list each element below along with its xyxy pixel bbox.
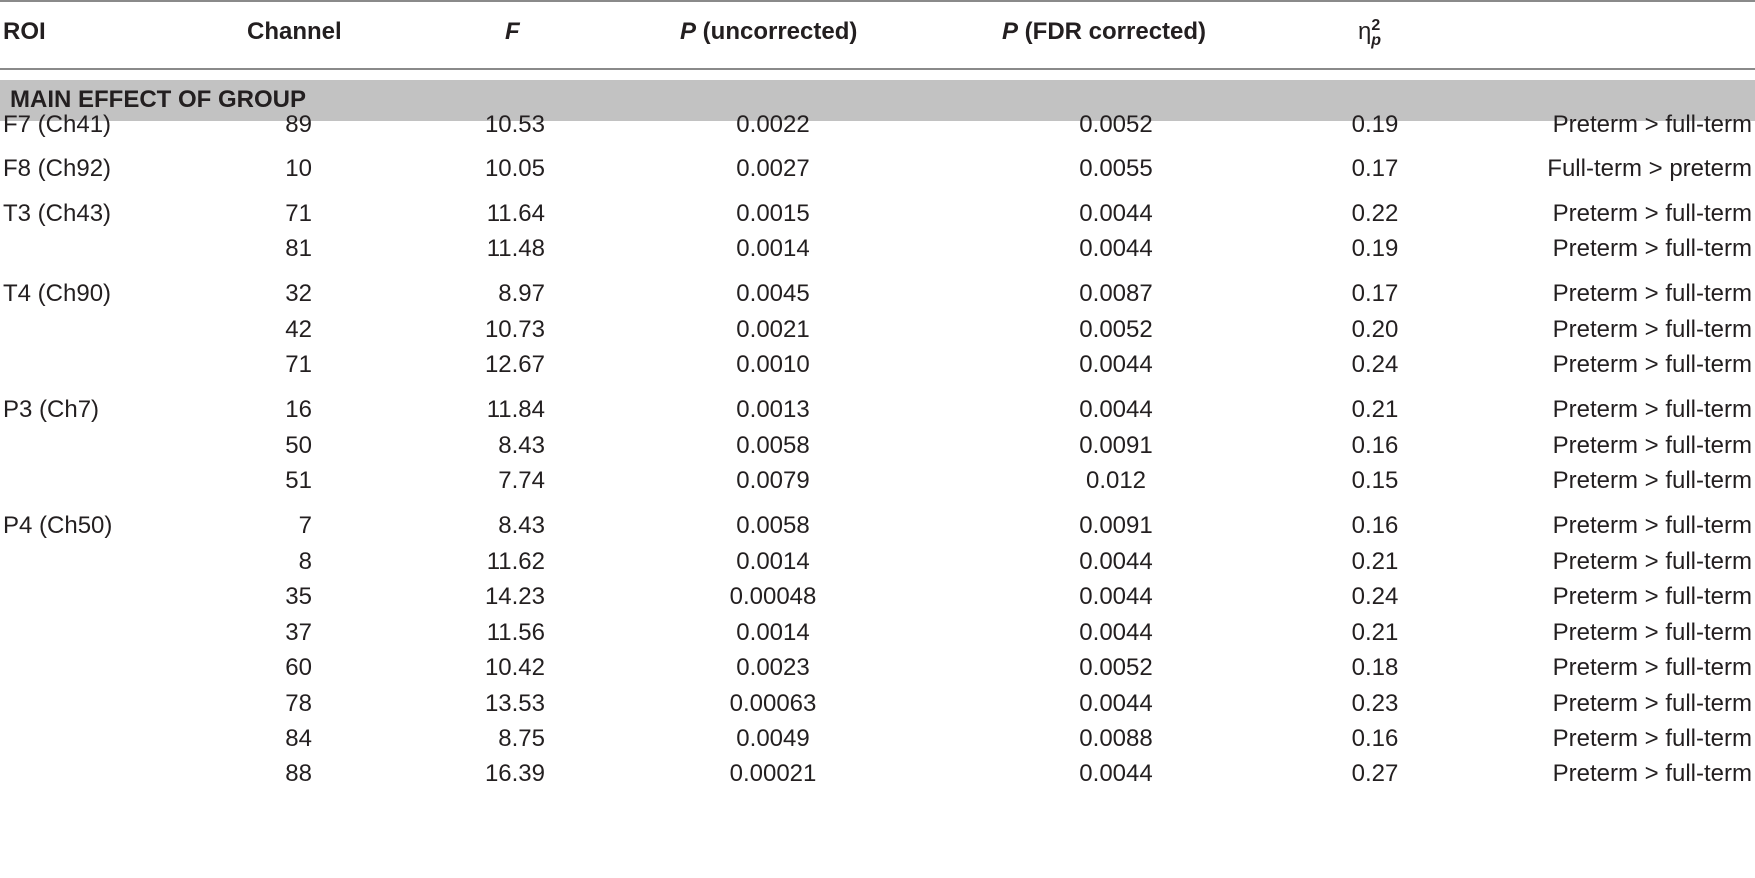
f-value-cell: 8.43 (498, 512, 545, 539)
f-value-cell: 8.43 (498, 432, 545, 459)
f-value-cell: 11.56 (486, 619, 545, 646)
channel-cell: 50 (285, 432, 312, 459)
p-fdr-cell: 0.0091 (1079, 512, 1153, 539)
p-uncorrected-cell: 0.00021 (729, 760, 817, 787)
direction-cell: Preterm > full-term (1552, 467, 1752, 494)
eta-cell: 0.17 (1351, 155, 1399, 182)
p-uncorrected-cell: 0.0014 (736, 548, 810, 575)
channel-cell: 10 (285, 155, 312, 182)
f-value-cell: 7.74 (498, 467, 545, 494)
channel-cell: 71 (285, 351, 312, 378)
eta-cell: 0.16 (1351, 512, 1399, 539)
p-uncorrected-cell: 0.0058 (736, 432, 810, 459)
p-fdr-cell: 0.0088 (1079, 725, 1153, 752)
roi-cell: F8 (Ch92) (3, 155, 112, 182)
roi-cell: F7 (Ch41) (3, 111, 112, 138)
f-value-cell: 12.67 (484, 351, 545, 378)
eta-cell: 0.16 (1351, 432, 1399, 459)
channel-cell: 42 (285, 316, 312, 343)
p-uncorrected-cell: 0.0058 (736, 512, 810, 539)
direction-cell: Preterm > full-term (1552, 583, 1752, 610)
roi-cell: T3 (Ch43) (3, 200, 112, 227)
channel-cell: 16 (285, 396, 312, 423)
header-roi: ROI (3, 18, 46, 45)
channel-cell: 35 (285, 583, 312, 610)
p-uncorrected-cell: 0.0022 (736, 111, 810, 138)
p-uncorrected-cell: 0.0027 (736, 155, 810, 182)
header-p-fdr-italic: P (1002, 18, 1019, 45)
p-fdr-cell: 0.0044 (1079, 396, 1153, 423)
p-fdr-cell: 0.0044 (1079, 351, 1153, 378)
p-uncorrected-cell: 0.0015 (736, 200, 810, 227)
p-uncorrected-cell: 0.0010 (736, 351, 810, 378)
channel-cell: 88 (285, 760, 312, 787)
p-fdr-cell: 0.0055 (1079, 155, 1153, 182)
direction-cell: Preterm > full-term (1552, 725, 1752, 752)
direction-cell: Preterm > full-term (1552, 512, 1752, 539)
channel-cell: 81 (285, 235, 312, 262)
p-fdr-cell: 0.0087 (1079, 280, 1153, 307)
channel-cell: 84 (285, 725, 312, 752)
eta-cell: 0.23 (1351, 690, 1399, 717)
direction-cell: Preterm > full-term (1552, 396, 1752, 423)
f-value-cell: 13.53 (484, 690, 545, 717)
p-uncorrected-cell: 0.0014 (736, 619, 810, 646)
channel-cell: 60 (285, 654, 312, 681)
eta-cell: 0.17 (1351, 280, 1399, 307)
p-uncorrected-cell: 0.0079 (736, 467, 810, 494)
f-value-cell: 14.23 (484, 583, 545, 610)
f-value-cell: 8.97 (498, 280, 545, 307)
f-value-cell: 10.05 (484, 155, 545, 182)
channel-cell: 7 (298, 512, 312, 539)
header-p-uncorrected (680, 16, 857, 48)
p-uncorrected-cell: 0.0021 (736, 316, 810, 343)
direction-cell: Preterm > full-term (1552, 690, 1752, 717)
p-fdr-cell: 0.0044 (1079, 583, 1153, 610)
eta-cell: 0.19 (1351, 111, 1399, 138)
direction-cell: Preterm > full-term (1552, 432, 1752, 459)
direction-cell: Full-term > preterm (1547, 155, 1752, 182)
header-eta-sub: p (1371, 31, 1382, 49)
direction-cell: Preterm > full-term (1552, 619, 1752, 646)
direction-cell: Preterm > full-term (1552, 111, 1752, 138)
f-value-cell: 11.48 (486, 235, 545, 262)
eta-cell: 0.21 (1351, 548, 1399, 575)
channel-cell: 32 (285, 280, 312, 307)
direction-cell: Preterm > full-term (1552, 280, 1752, 307)
header-p-uncorrected-italic: P (680, 18, 697, 45)
p-fdr-cell: 0.012 (1085, 467, 1147, 494)
f-value-cell: 11.64 (486, 200, 545, 227)
header-channel: Channel (247, 18, 342, 45)
p-fdr-cell: 0.0052 (1079, 111, 1153, 138)
p-fdr-cell: 0.0091 (1079, 432, 1153, 459)
p-fdr-cell: 0.0044 (1079, 690, 1153, 717)
p-fdr-cell: 0.0044 (1079, 760, 1153, 787)
header-p-fdr (1002, 16, 1206, 48)
p-fdr-cell: 0.0044 (1079, 548, 1153, 575)
channel-cell: 8 (298, 548, 312, 575)
p-fdr-cell: 0.0044 (1079, 235, 1153, 262)
eta-cell: 0.20 (1351, 316, 1399, 343)
f-value-cell: 11.62 (486, 548, 545, 575)
roi-cell: P3 (Ch7) (3, 396, 100, 423)
direction-cell: Preterm > full-term (1552, 235, 1752, 262)
p-fdr-cell: 0.0044 (1079, 200, 1153, 227)
direction-cell: Preterm > full-term (1552, 316, 1752, 343)
header-eta-sup: 2 (1371, 17, 1381, 34)
p-uncorrected-cell: 0.0013 (736, 396, 810, 423)
p-fdr-cell: 0.0044 (1079, 619, 1153, 646)
f-value-cell: 16.39 (484, 760, 545, 787)
p-fdr-cell: 0.0052 (1079, 654, 1153, 681)
direction-cell: Preterm > full-term (1552, 200, 1752, 227)
p-uncorrected-cell: 0.0045 (736, 280, 810, 307)
eta-cell: 0.27 (1351, 760, 1399, 787)
header-bottom-rule (0, 68, 1755, 70)
direction-cell: Preterm > full-term (1552, 654, 1752, 681)
roi-cell: P4 (Ch50) (3, 512, 113, 539)
direction-cell: Preterm > full-term (1552, 760, 1752, 787)
direction-cell: Preterm > full-term (1552, 351, 1752, 378)
eta-cell: 0.19 (1351, 235, 1399, 262)
eta-cell: 0.18 (1351, 654, 1399, 681)
f-value-cell: 10.42 (484, 654, 545, 681)
p-uncorrected-cell: 0.00048 (729, 583, 817, 610)
header-f (505, 16, 520, 48)
header-eta (1358, 10, 1381, 57)
p-fdr-cell: 0.0052 (1079, 316, 1153, 343)
direction-cell: Preterm > full-term (1552, 548, 1752, 575)
eta-cell: 0.22 (1351, 200, 1399, 227)
f-value-cell: 10.73 (484, 316, 545, 343)
p-uncorrected-cell: 0.0014 (736, 235, 810, 262)
roi-cell: T4 (Ch90) (3, 280, 112, 307)
header-eta-symbol: η (1358, 18, 1372, 45)
eta-cell: 0.21 (1351, 619, 1399, 646)
table-top-rule (0, 0, 1755, 2)
p-uncorrected-cell: 0.00063 (729, 690, 817, 717)
eta-cell: 0.21 (1351, 396, 1399, 423)
eta-cell: 0.15 (1351, 467, 1399, 494)
p-uncorrected-cell: 0.0023 (736, 654, 810, 681)
header-f-label: F (505, 18, 520, 45)
channel-cell: 51 (285, 467, 312, 494)
f-value-cell: 11.84 (486, 396, 545, 423)
channel-cell: 37 (285, 619, 312, 646)
header-p-uncorrected-rest: (uncorrected) (696, 18, 858, 45)
f-value-cell: 10.53 (484, 111, 545, 138)
section-title: MAIN EFFECT OF GROUP (10, 86, 306, 113)
f-value-cell: 8.75 (498, 725, 545, 752)
channel-cell: 78 (285, 690, 312, 717)
eta-cell: 0.24 (1351, 351, 1399, 378)
eta-cell: 0.24 (1351, 583, 1399, 610)
header-p-fdr-rest: (FDR corrected) (1018, 18, 1207, 45)
p-uncorrected-cell: 0.0049 (736, 725, 810, 752)
channel-cell: 89 (285, 111, 312, 138)
eta-cell: 0.16 (1351, 725, 1399, 752)
channel-cell: 71 (285, 200, 312, 227)
